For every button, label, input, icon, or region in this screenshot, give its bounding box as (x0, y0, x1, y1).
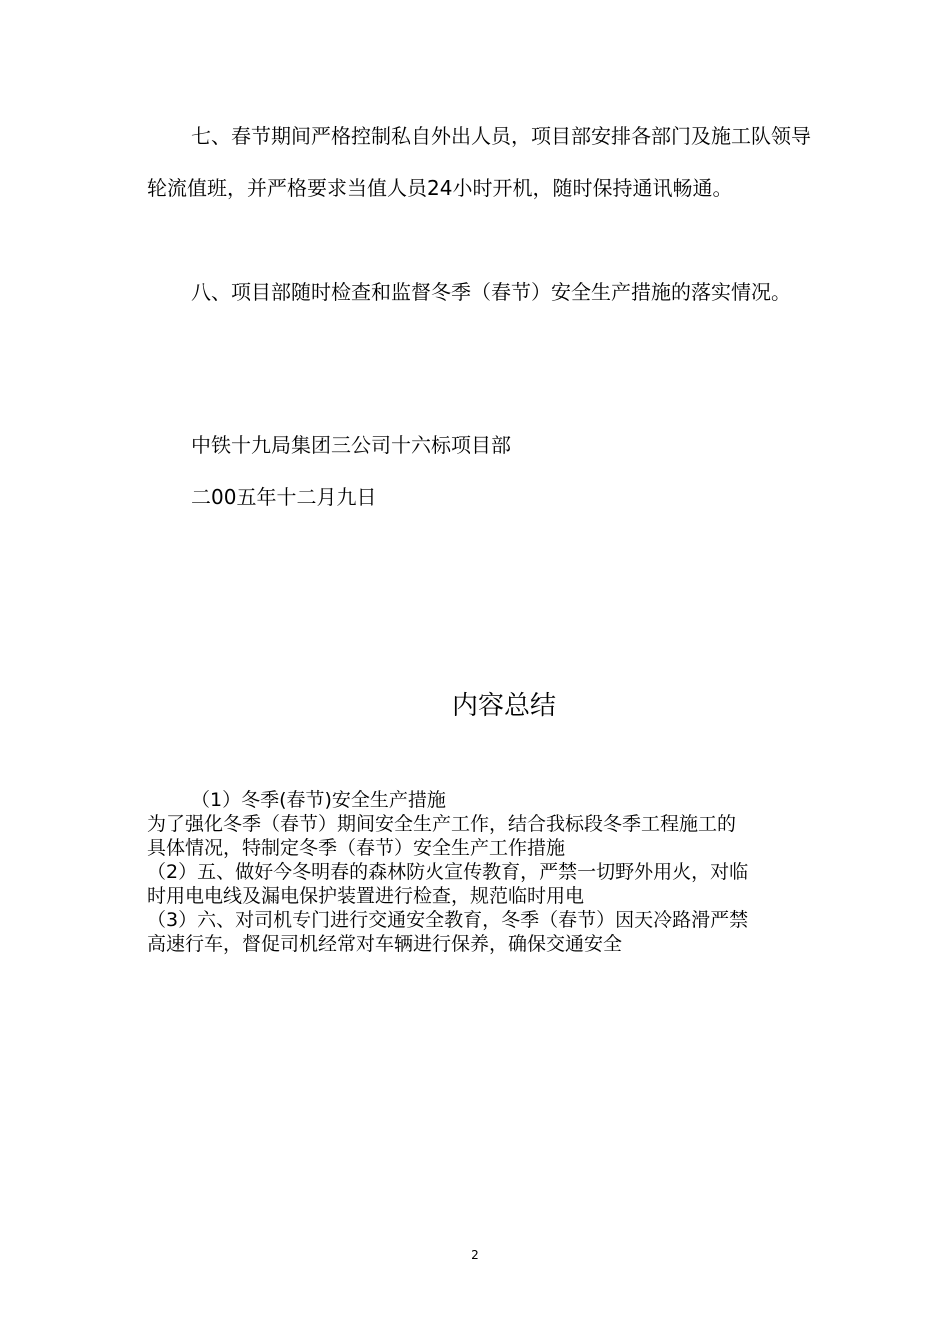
summary-line: （2）五、做好今冬明春的森林防火宣传教育，严禁一切野外用火，对临 (147, 861, 749, 883)
summary-title: 内容总结 (451, 691, 556, 721)
signature-organization: 中铁十九局集团三公司十六标项目部 (191, 433, 511, 457)
paragraph-8: 八、项目部随时检查和监督冬季（春节）安全生产措施的落实情况。 (191, 280, 791, 304)
summary-line: （1）冬季(春节)安全生产措施 (191, 789, 446, 811)
signature-date: 二00五年十二月九日 (191, 485, 377, 509)
summary-line: 时用电电线及漏电保护装置进行检查，规范临时用电 (147, 885, 585, 907)
summary-line: （3）六、对司机专门进行交通安全教育，冬季（春节）因天冷路滑严禁 (147, 909, 749, 931)
page-number: 2 (471, 1248, 479, 1262)
summary-line: 高速行车，督促司机经常对车辆进行保养，确保交通安全 (147, 933, 623, 955)
summary-line: 具体情况，特制定冬季（春节）安全生产工作措施 (147, 837, 566, 859)
body-section-7 (147, 110, 812, 214)
paragraph-7: 七、春节期间严格控制私自外出人员，项目部安排各部门及施工队领导轮流值班，并严格要求当值人员24小时开机，随时保持通讯畅通。 (147, 124, 811, 200)
summary-line: 为了强化冬季（春节）期间安全生产工作，结合我标段冬季工程施工的 (147, 813, 737, 835)
body-section-8 (147, 266, 812, 318)
summary-block (147, 788, 812, 956)
